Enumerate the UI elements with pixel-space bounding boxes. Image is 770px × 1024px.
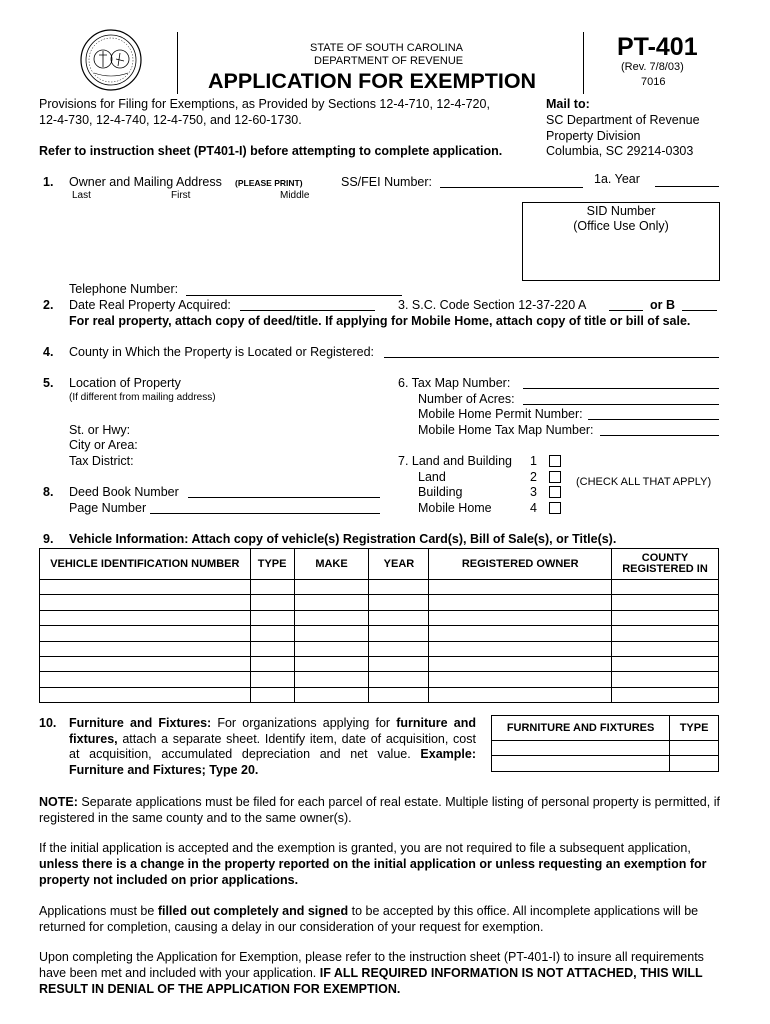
city-label: City or Area:	[69, 438, 138, 452]
check-all-note: (CHECK ALL THAT APPLY)	[576, 476, 712, 488]
table-cell[interactable]	[250, 687, 294, 702]
table-cell[interactable]	[612, 595, 719, 610]
denial-warning-paragraph	[39, 949, 720, 997]
table-cell[interactable]	[294, 626, 369, 641]
deed-book-input-line[interactable]	[188, 497, 380, 498]
p4-bold: IF ALL REQUIRED INFORMATION IS NOT ATTACHED, THIS WILL RESULT IN DENIAL OF THE APPLICATION FOR EXEMPTION.	[39, 966, 703, 996]
land-checkbox[interactable]	[549, 471, 561, 483]
name-last-label: Last	[72, 190, 91, 201]
ff-l3a: at acquisition, accumulated depreciation and net value.	[69, 747, 411, 761]
section5-number: 5.	[43, 376, 54, 390]
table-cell[interactable]	[250, 672, 294, 687]
table-cell[interactable]	[294, 687, 369, 702]
complete-signed-paragraph	[39, 903, 720, 935]
furniture-table-header	[492, 716, 719, 741]
county-input-line[interactable]	[384, 357, 719, 358]
table-cell[interactable]	[40, 672, 251, 687]
p2-text: If the initial application is accepted and the exemption is granted, you are not required to file a subsequent application,	[39, 841, 691, 855]
mh-tax-map-label: Mobile Home Tax Map Number:	[418, 423, 594, 437]
sid-box	[522, 202, 720, 281]
tax-map-input-line[interactable]	[523, 388, 719, 389]
table-cell[interactable]	[429, 687, 612, 702]
table-cell[interactable]	[250, 641, 294, 656]
ssfei-label: SS/FEI Number:	[341, 175, 432, 189]
table-cell[interactable]	[369, 580, 429, 595]
table-cell[interactable]	[250, 626, 294, 641]
mobile-home-checkbox[interactable]	[549, 502, 561, 514]
table-cell[interactable]	[250, 610, 294, 625]
col-ff-type: TYPE	[670, 716, 719, 741]
table-cell[interactable]	[429, 656, 612, 671]
sid-label: SID Number	[586, 204, 656, 218]
section10-number: 10.	[39, 716, 57, 730]
building-label: Building	[418, 485, 463, 499]
vehicle-table	[39, 548, 719, 703]
table-row	[492, 741, 719, 756]
table-cell[interactable]	[294, 656, 369, 671]
table-cell[interactable]	[40, 641, 251, 656]
department-name: DEPARTMENT OF REVENUE	[314, 55, 464, 67]
mh-permit-label: Mobile Home Permit Number:	[418, 407, 583, 421]
header-divider-left	[177, 32, 178, 94]
table-cell[interactable]	[429, 610, 612, 625]
mail-to-label: Mail to:	[546, 97, 590, 111]
table-cell[interactable]	[294, 610, 369, 625]
ff-l2a: fixtures,	[69, 731, 118, 746]
location-sub-note: (If different from mailing address)	[69, 392, 216, 403]
telephone-input-line[interactable]	[186, 295, 402, 296]
vehicle-table-header	[40, 549, 719, 580]
street-label: St. or Hwy:	[69, 423, 131, 437]
form-revision: (Rev. 7/8/03)	[621, 61, 684, 73]
table-cell[interactable]	[492, 756, 670, 771]
table-cell[interactable]	[294, 672, 369, 687]
col-furniture: FURNITURE AND FIXTURES	[492, 716, 670, 741]
table-row	[40, 595, 719, 610]
table-row	[40, 641, 719, 656]
table-cell[interactable]	[369, 610, 429, 625]
header-divider-right	[583, 32, 584, 94]
date-acquired-label: Date Real Property Acquired:	[69, 298, 231, 312]
mail-to-line3: Columbia, SC 29214-0303	[546, 144, 694, 158]
table-row	[40, 610, 719, 625]
col-county	[612, 549, 719, 580]
table-cell[interactable]	[40, 610, 251, 625]
furniture-fixtures-text	[69, 716, 476, 778]
form-code: 7016	[641, 76, 666, 88]
p4-text: Upon completing the Application for Exemption, please refer to the instruction sheet (PT-401-I) to insure all requirements have been met and included with your application.	[39, 950, 704, 980]
table-cell[interactable]	[369, 626, 429, 641]
ssfei-input-line[interactable]	[440, 187, 583, 188]
table-cell[interactable]	[492, 741, 670, 756]
deed-title-note: For real property, attach copy of deed/title. If applying for Mobile Home, attach copy of title or bill of sale.	[69, 314, 691, 328]
p3-bold: filled out completely and signed	[157, 904, 349, 918]
table-cell[interactable]	[294, 595, 369, 610]
sc-code-text: 3. S.C. Code Section 12-37-220 A	[398, 298, 587, 312]
sc-code-label	[398, 298, 586, 312]
deed-book-label: Deed Book Number	[69, 485, 179, 499]
col-owner: REGISTERED OWNER	[429, 549, 612, 580]
section8-number: 8.	[43, 485, 54, 499]
section1-number: 1.	[43, 175, 54, 189]
col-type: TYPE	[250, 549, 294, 580]
table-cell[interactable]	[40, 580, 251, 595]
option-4-number: 4	[530, 501, 537, 515]
option-3-number: 3	[530, 485, 537, 499]
tax-district-label: Tax District:	[69, 454, 134, 468]
table-cell[interactable]	[612, 626, 719, 641]
table-cell[interactable]	[612, 672, 719, 687]
mh-tax-map-input-line[interactable]	[600, 435, 719, 436]
table-row	[40, 656, 719, 671]
please-print-note: (PLEASE PRINT)	[235, 178, 303, 188]
land-label: Land	[418, 470, 446, 484]
name-middle-label: Middle	[280, 190, 310, 201]
acres-input-line[interactable]	[523, 404, 719, 405]
p2-bold: unless there is a change in the property reported on the initial application or unless requesting an exemption for property not included on prior applications.	[39, 857, 707, 887]
code-a-input-line[interactable]	[609, 310, 643, 311]
table-cell[interactable]	[429, 595, 612, 610]
table-cell[interactable]	[250, 656, 294, 671]
ff-l3b: Example:	[410, 747, 476, 761]
col-year: YEAR	[369, 549, 429, 580]
note-label: NOTE:	[39, 795, 78, 809]
p3-text-c: to be accepted by this office. All incomplete applications will be returned for completion, causing a delay in our consideration of your request for exemption.	[39, 904, 699, 934]
col-vin: VEHICLE IDENTIFICATION NUMBER	[40, 549, 251, 580]
telephone-label: Telephone Number:	[69, 282, 179, 296]
date-acquired-input-line[interactable]	[240, 310, 375, 311]
mail-to-line1: SC Department of Revenue	[546, 113, 700, 127]
page-number-label: Page Number	[69, 501, 147, 515]
form-number: PT-401	[617, 33, 698, 61]
county-label: County in Which the Property is Located or Registered:	[69, 345, 375, 359]
table-row	[492, 756, 719, 771]
code-b-input-line[interactable]	[682, 310, 717, 311]
table-cell[interactable]	[369, 656, 429, 671]
table-cell[interactable]	[369, 672, 429, 687]
ff-l2b: attach a separate sheet. Identify item, date of acquisition, cost	[117, 731, 476, 746]
table-cell[interactable]	[612, 687, 719, 702]
table-cell[interactable]	[429, 626, 612, 641]
land-building-label: 7. Land and Building	[398, 454, 512, 468]
table-cell[interactable]	[294, 580, 369, 595]
table-cell[interactable]	[369, 641, 429, 656]
table-cell[interactable]	[369, 595, 429, 610]
table-cell[interactable]	[612, 580, 719, 595]
table-row	[40, 626, 719, 641]
table-cell[interactable]	[670, 756, 719, 771]
state-name: STATE OF SOUTH CAROLINA	[310, 42, 463, 54]
seal-icon	[80, 29, 142, 91]
table-cell[interactable]	[612, 656, 719, 671]
vehicle-info-label: Vehicle Information: Attach copy of vehicle(s) Registration Card(s), Bill of Sale(s), or Title(s).	[69, 532, 617, 546]
owner-address-label: Owner and Mailing Address	[69, 175, 222, 189]
mail-to-line2: Property Division	[546, 129, 641, 143]
ff-l4: Furniture and Fixtures; Type 20.	[69, 762, 259, 777]
col-county-line2: REGISTERED IN	[622, 563, 708, 575]
table-cell[interactable]	[670, 741, 719, 756]
building-checkbox[interactable]	[549, 486, 561, 498]
or-b-label: or B	[650, 298, 675, 312]
table-cell[interactable]	[250, 595, 294, 610]
mh-permit-input-line[interactable]	[588, 419, 719, 420]
table-cell[interactable]	[40, 595, 251, 610]
table-cell[interactable]	[250, 580, 294, 595]
table-row	[40, 672, 719, 687]
location-label: Location of Property	[69, 376, 181, 390]
year-input-line[interactable]	[655, 186, 719, 187]
table-cell[interactable]	[294, 641, 369, 656]
provisions-line2: 12-4-730, 12-4-740, 12-4-750, and 12-60-1730.	[39, 113, 302, 127]
table-cell[interactable]	[612, 610, 719, 625]
subsequent-application-paragraph	[39, 840, 720, 888]
ff-l1c: furniture and	[396, 716, 476, 730]
col-make: MAKE	[294, 549, 369, 580]
ff-l1b: For organizations applying for	[211, 716, 397, 730]
option-1-number: 1	[530, 454, 537, 468]
refer-instructions: Refer to instruction sheet (PT401-I) before attempting to complete application.	[39, 144, 503, 158]
table-cell[interactable]	[369, 687, 429, 702]
table-row	[40, 687, 719, 702]
table-cell[interactable]	[40, 626, 251, 641]
table-cell[interactable]	[40, 687, 251, 702]
year-label: 1a. Year	[594, 172, 640, 186]
provisions-line1: Provisions for Filing for Exemptions, as Provided by Sections 12-4-710, 12-4-720,	[39, 97, 490, 111]
table-row	[40, 580, 719, 595]
ff-l1a: Furniture and Fixtures:	[69, 716, 212, 730]
table-cell[interactable]	[612, 641, 719, 656]
acres-label: Number of Acres:	[418, 392, 515, 406]
name-first-label: First	[171, 190, 191, 201]
mobile-home-label: Mobile Home	[418, 501, 492, 515]
option-2-number: 2	[530, 470, 537, 484]
table-cell[interactable]	[429, 641, 612, 656]
land-building-checkbox[interactable]	[549, 455, 561, 467]
col-county-line1: COUNTY	[641, 552, 689, 564]
page-number-input-line[interactable]	[150, 513, 380, 514]
form-title: APPLICATION FOR EXEMPTION	[208, 69, 537, 93]
section2-number: 2.	[43, 298, 54, 312]
table-cell[interactable]	[429, 672, 612, 687]
p3-text-a: Applications must be	[39, 904, 158, 918]
section4-number: 4.	[43, 345, 54, 359]
note-paragraph	[39, 794, 720, 826]
table-cell[interactable]	[429, 580, 612, 595]
furniture-table	[491, 715, 719, 772]
sid-office-use: (Office Use Only)	[573, 219, 669, 233]
note-text: Separate applications must be filed for each parcel of real estate. Multiple listing of personal property is permitted, if registered in the same county and to the same owner(s).	[39, 795, 720, 825]
section9-number: 9.	[43, 532, 54, 546]
table-cell[interactable]	[40, 656, 251, 671]
state-seal	[80, 29, 142, 91]
tax-map-label: 6. Tax Map Number:	[398, 376, 511, 390]
